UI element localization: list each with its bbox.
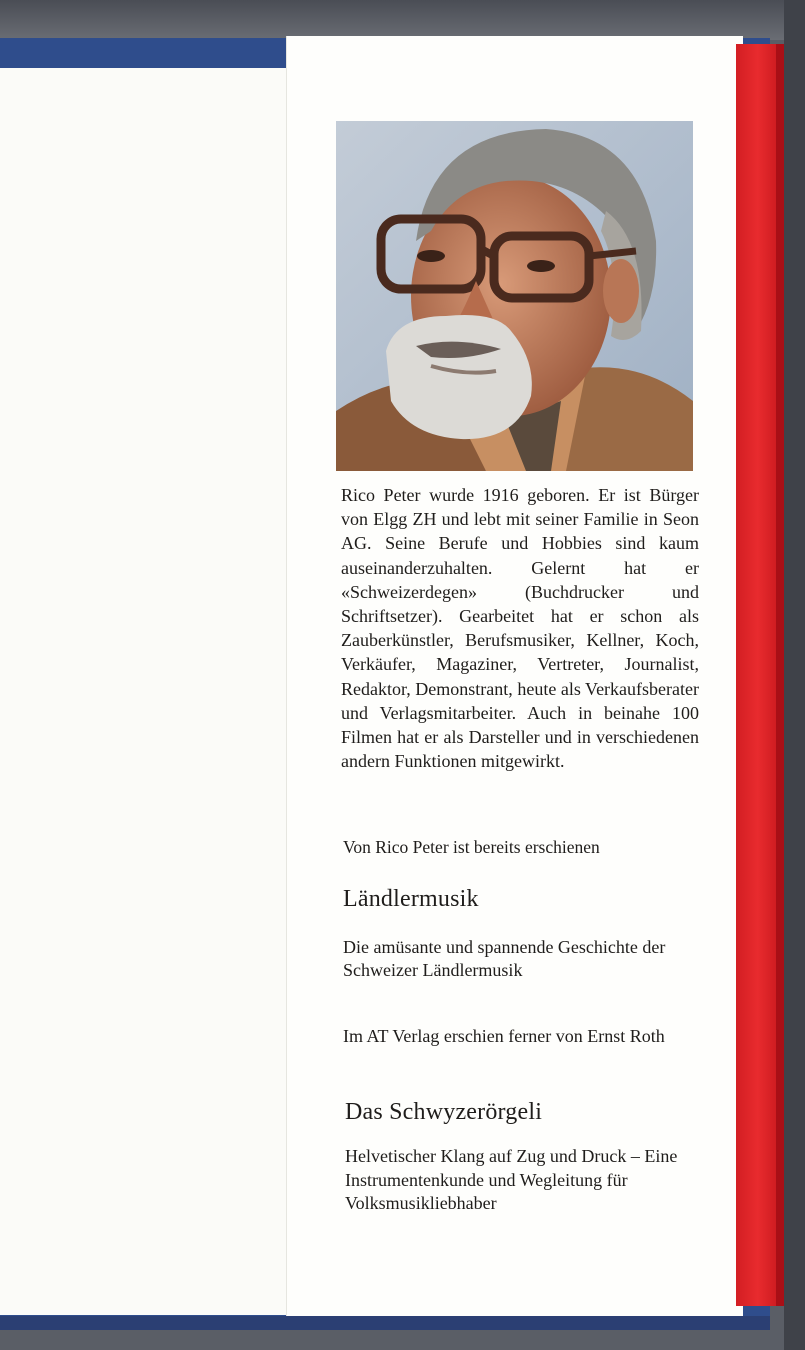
book2-description: Helvetischer Klang auf Zug und Druck – Eine Instrumentenkunde und Wegleitung für Volksmusikliebhaber <box>345 1146 678 1213</box>
author-biography: Rico Peter wurde 1916 geboren. Er ist Bürger von Elgg ZH und lebt mit seiner Familie in Seon AG. Seine Berufe und Hobbies sind kaum auseinanderzuhalten. Gelernt hat er «Schweizerdegen» (Buchdrucker und Schriftsetzer). Gearbeitet hat er schon als Zauberkünstler, Berufsmusiker, Kellner, Koch, Verkäufer, Magaziner, Vertreter, Journalist, Redaktor, Demonstrant, heute als Verkaufsberater und Verlagsmitarbeiter. Auch in beinahe 100 Filmen hat er als Darsteller und in verschiedenen andern Funktionen mitgewirkt. <box>341 485 699 772</box>
left-endpaper <box>0 68 300 1315</box>
book2-title: Das Schwyzerörgeli <box>345 1099 543 1125</box>
author-portrait <box>336 121 693 471</box>
book2-intro: Im AT Verlag erschien ferner von Ernst Roth <box>343 1026 665 1046</box>
background-top <box>0 0 805 40</box>
background-right <box>784 0 805 1350</box>
book1-intro: Von Rico Peter ist bereits erschienen <box>343 837 600 857</box>
author-portrait-illustration <box>336 121 693 471</box>
book1-description: Die amüsante und spannende Geschichte der Schweizer Ländlermusik <box>343 937 666 980</box>
book-cover-edge <box>0 1316 770 1330</box>
red-spine-shade <box>776 44 784 1306</box>
book1-title: Ländlermusik <box>343 886 479 912</box>
